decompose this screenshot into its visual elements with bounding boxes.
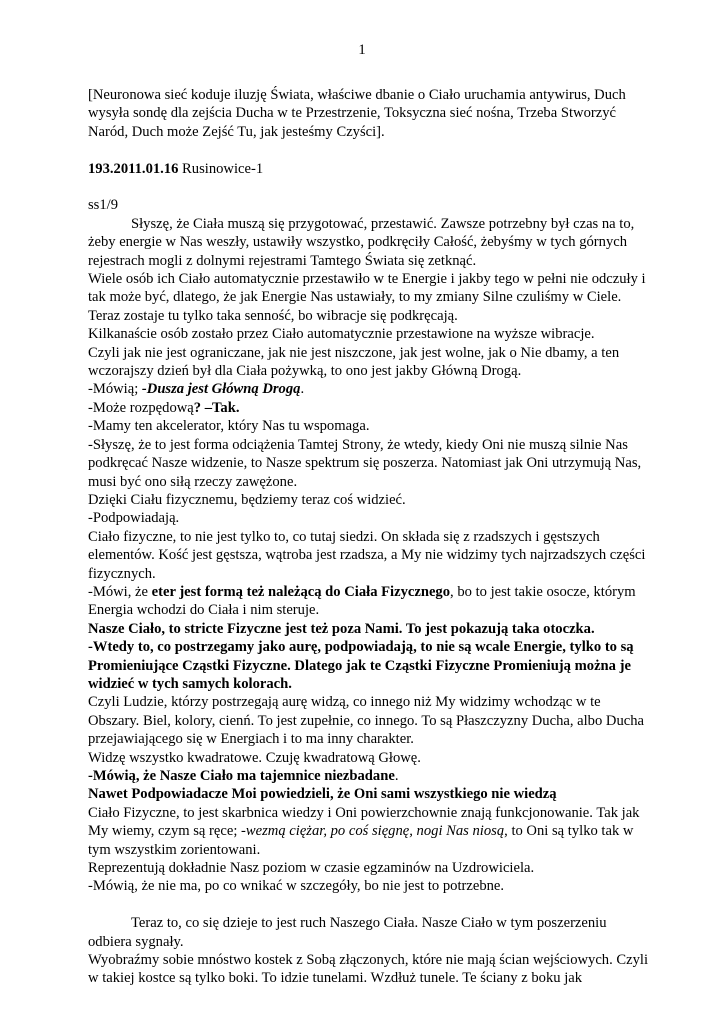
text-run: . bbox=[300, 381, 305, 398]
text-run: -Mówi, że bbox=[88, 583, 152, 600]
paragraph: Czyli Ludzie, którzy postrzegają aurę widzą, co innego niż My widzimy wchodząc w te Obszary. Biel, kolory, cienń. To jest zupełnie, co innego. To są Płaszczyzny Ducha, albo Ducha przejawiającego się w Energiach i to ma inny charakter. bbox=[88, 694, 645, 748]
paragraph: -Mówią, że nie ma, po co wnikać w szczegóły, bo nie jest to potrzebne. bbox=[88, 878, 505, 895]
paragraph: -Słyszę, że to jest forma odciążenia Tamtej Strony, że wtedy, kiedy Oni nie muszą silnie Nas podkręcać Nasze widzenie, to Nasze spektrum się poszerza. Natomiast jak Oni utrzymują Nas, musi być ono siłą rzeczy zawężone. bbox=[88, 436, 642, 490]
text-run: , bo to jest takie osocze, którym Energia wchodzi do Ciała i nim steruje. bbox=[88, 583, 636, 619]
paragraph bbox=[88, 804, 648, 859]
session-place: Rusinowice-1 bbox=[178, 160, 264, 177]
paragraph bbox=[88, 380, 648, 398]
paragraph: Słyszę, że Ciała muszą się przygotować, przestawić. Zawsze potrzebny był czas na to, żeby energie w Nas weszły, ustawiły wszystko, podkręciły Całość, żebyśmy w tych górnych rejestrach mogli z dolnymi rejestrami Tamtego Świata się zetknąć. bbox=[88, 215, 635, 269]
spacer bbox=[88, 178, 648, 196]
bold-paragraph: Nasze Ciało, to stricte Fizyczne jest też poza Nami. To jest pokazują taka otoczka. bbox=[88, 620, 595, 637]
spacer bbox=[88, 141, 648, 159]
emphasis-run: eter jest formą też należącą do Ciała Fizycznego bbox=[151, 583, 451, 600]
paragraph: -Mamy ten akcelerator, który Nas tu wspomaga. bbox=[88, 418, 370, 435]
paragraph bbox=[88, 583, 648, 620]
paragraph: Dzięki Ciału fizycznemu, będziemy teraz coś widzieć. bbox=[88, 491, 406, 508]
paragraph bbox=[88, 767, 648, 785]
bold-paragraph: Nawet Podpowiadacze Moi powiedzieli, że Oni sami wszystkiego nie wiedzą bbox=[88, 786, 557, 803]
paragraph: Czyli jak nie jest ograniczane, jak nie jest niszczone, jak jest wolne, jak o Nie dbamy, a ten wczorajszy dzień był dla Ciała pożywką, to ono jest jakby Główną Drogą. bbox=[88, 344, 620, 380]
text-run: -Mówią; bbox=[88, 381, 142, 398]
text-run: Ciało Fizyczne, to jest skarbnica wiedzy i Oni powierzchownie znają funkcjonowanie. Tak jak My wiemy, czym są ręce; bbox=[88, 804, 640, 840]
bold-paragraph: -Wtedy to, co postrzegamy jako aurę, podpowiadają, to nie są wcale Energie, tylko to są Promieniujące Cząstki Fizyczne. Dlatego jak te Cząstki Fizyczne Promieniują można je widzieć w tych samych kolorach. bbox=[88, 639, 634, 692]
emphasis-run: -Dusza jest Główną Drogą bbox=[141, 381, 301, 398]
spacer bbox=[88, 896, 648, 914]
emphasis-run: ? –Tak. bbox=[193, 399, 240, 416]
session-id: 193.2011.01.16 bbox=[88, 160, 179, 177]
paragraph: -Podpowiadają. bbox=[88, 510, 180, 527]
paragraph: Wyobraźmy sobie mnóstwo kostek z Sobą złączonych, które nie mają ścian wejściowych. Czyli w takiej kostce są tylko boki. To idzie tunelami. Wzdłuż tunele. Te ściany z boku jak bbox=[88, 952, 649, 987]
italic-run: -wezmą ciężar, po coś sięgnę, nogi Nas niosą bbox=[241, 823, 505, 840]
text-run: . bbox=[394, 768, 399, 784]
session-header bbox=[88, 160, 648, 178]
paragraph bbox=[88, 399, 648, 417]
paragraph: Reprezentują dokładnie Nasz poziom w czasie egzaminów na Uzdrowiciela. bbox=[88, 860, 535, 877]
session-label: ss1/9 bbox=[88, 197, 119, 214]
page-number: 1 bbox=[358, 42, 366, 58]
paragraph: Kilkanaście osób zostało przez Ciało automatycznie przestawione na wyższe wibracje. bbox=[88, 326, 595, 343]
text-run: , to Oni są tylko tak w tym wszystkim zorientowani. bbox=[88, 823, 634, 858]
paragraph: Teraz to, co się dzieje to jest ruch Naszego Ciała. Nasze Ciało w tym poszerzeniu odbiera sygnały. bbox=[88, 915, 607, 950]
text-run: -Może rozpędową bbox=[88, 399, 194, 416]
intro-paragraph: [Neuronowa sieć koduje iluzję Świata, właściwe dbanie o Ciało uruchamia antywirus, Duch wysyła sondę dla zejścia Ducha w te Przestrzenie, Toksyczna sieć nośna, Trzeba Stworzyć Naród, Duch może Zejść Tu, jak jesteśmy Czyści]. bbox=[88, 87, 626, 140]
paragraph: Ciało fizyczne, to nie jest tylko to, co tutaj siedzi. On składa się z rzadszych i gęstszych elementów. Kość jest gęstsza, wątroba jest rzadsza, a My nie widzimy tych najrzadszych części fizycznych. bbox=[88, 528, 646, 582]
paragraph: Wiele osób ich Ciało automatycznie przestawiło w te Energie i jakby tego w pełni nie odczuły i tak może być, dlatego, że jak Energie Nas ustawiały, to my zmiany Silne czuliśmy w Ciele. Teraz zostaje tu tylko taka senność, bo wibracje się podkręcają. bbox=[88, 271, 646, 324]
emphasis-run: -Mówią, że Nasze Ciało ma tajemnice niezbadane bbox=[88, 768, 395, 784]
paragraph: Widzę wszystko kwadratowe. Czuję kwadratową Głowę. bbox=[88, 749, 421, 766]
document-body bbox=[88, 86, 648, 988]
